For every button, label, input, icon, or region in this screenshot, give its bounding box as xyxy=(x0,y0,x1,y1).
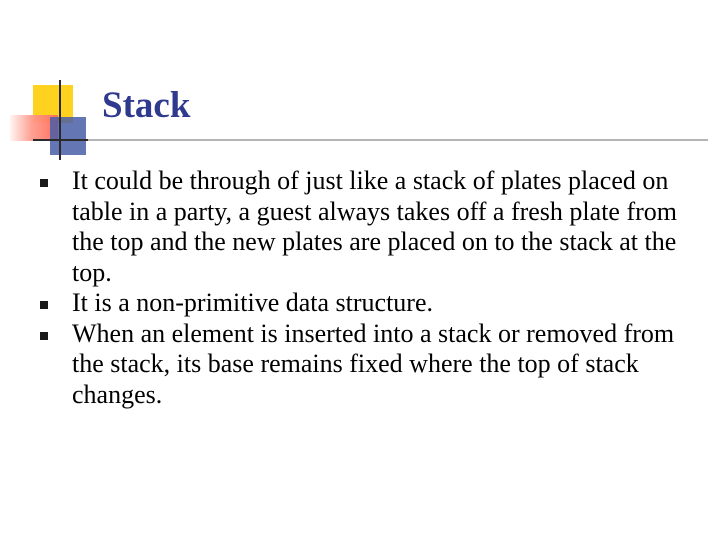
square-bullet-icon xyxy=(40,301,48,309)
title-underline xyxy=(88,139,708,141)
bullet-list xyxy=(40,166,700,410)
bullet-text: It is a non-primitive data structure. xyxy=(72,288,434,317)
vertical-rule xyxy=(59,80,61,160)
horizontal-rule-short xyxy=(33,139,88,141)
bullet-item xyxy=(40,319,700,411)
bullet-text: When an element is inserted into a stack or removed from the stack, its base remains fixed where the top of stack changes. xyxy=(72,318,675,409)
bullet-item xyxy=(40,166,700,288)
blue-block xyxy=(50,117,86,155)
bullet-item xyxy=(40,288,700,319)
square-bullet-icon xyxy=(40,332,48,340)
bullet-text: It could be through of just like a stack of plates placed on table in a party, a guest always takes off a fresh plate from the top and the new plates are placed on to the stack at the top. xyxy=(72,166,677,287)
square-bullet-icon xyxy=(40,179,48,187)
slide-title: Stack xyxy=(102,85,191,126)
